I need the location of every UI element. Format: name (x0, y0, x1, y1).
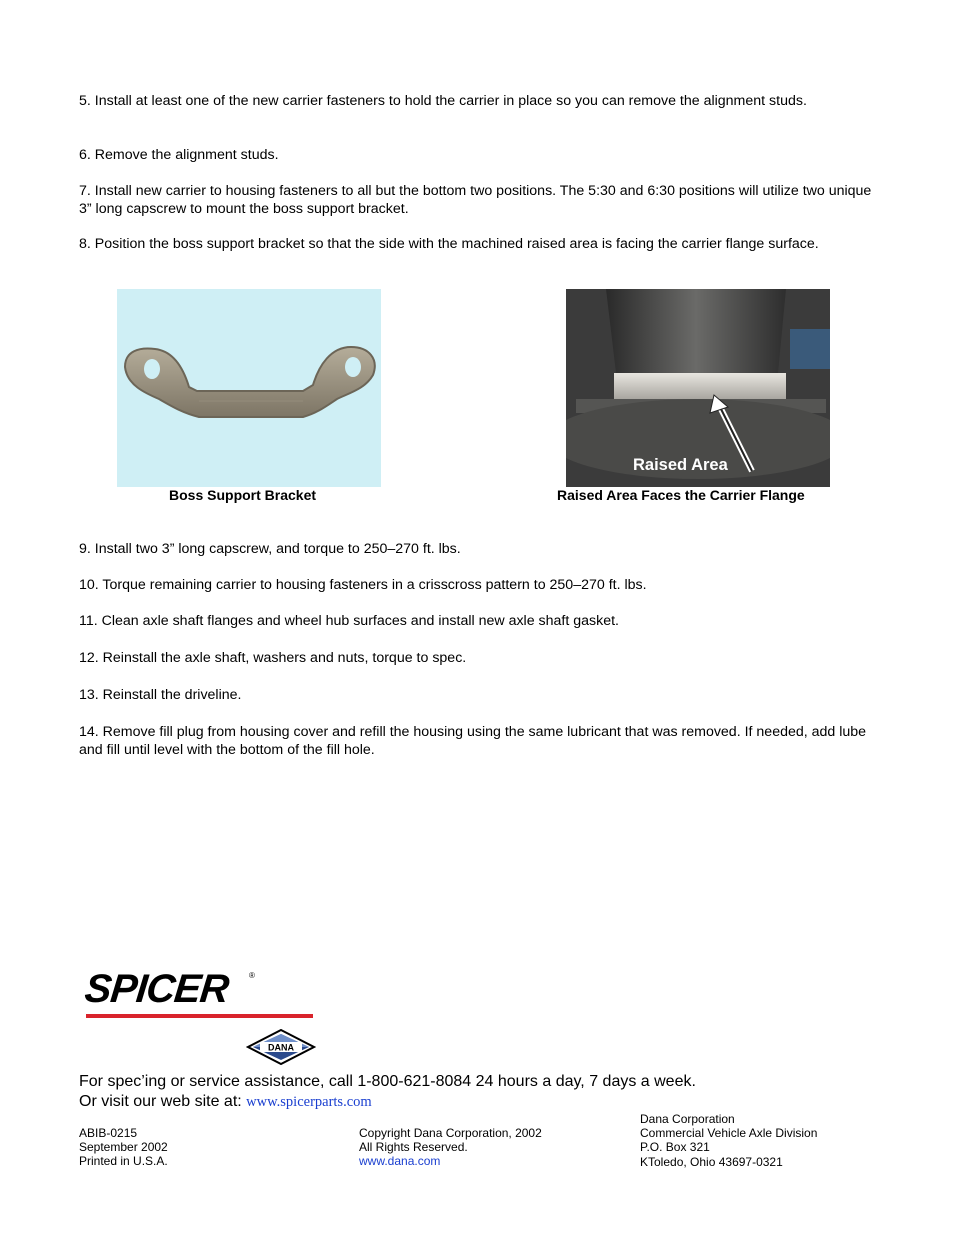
city-address: KToledo, Ohio 43697-0321 (640, 1154, 783, 1169)
website-prefix: Or visit our web site at: (79, 1093, 247, 1110)
step-12: 12. Reinstall the axle shaft, washers and nuts, torque to spec. (79, 650, 467, 666)
po-box: P.O. Box 321 (640, 1140, 710, 1155)
dana-website-link[interactable]: www.dana.com (359, 1154, 441, 1169)
website-line (79, 1093, 372, 1111)
boss-support-bracket-photo (117, 289, 381, 487)
step-13: 13. Reinstall the driveline. (79, 687, 242, 703)
step-8: 8. Position the boss support bracket so that the side with the machined raised area is facing the carrier flange surface. (79, 236, 819, 252)
raised-area-photo (566, 289, 830, 487)
step-11: 11. Clean axle shaft flanges and wheel hub surfaces and install new axle shaft gasket. (79, 613, 619, 629)
footer-right (640, 1112, 817, 1169)
step-9: 9. Install two 3” long capscrew, and torque to 250–270 ft. lbs. (79, 541, 461, 557)
website-link[interactable]: www.spicerparts.com (246, 1094, 372, 1110)
step-7: 7. Install new carrier to housing fasteners to all but the bottom two positions. The 5:30 and 6:30 positions will utilize two unique 3” long capscrew to mount the boss support bracket. (79, 183, 872, 217)
spicer-logo-bar (86, 1014, 313, 1018)
doc-date: September 2002 (79, 1140, 168, 1155)
company-name: Dana Corporation (640, 1112, 735, 1126)
doc-code: ABIB-0215 (79, 1126, 138, 1140)
footer-left (79, 1126, 168, 1169)
figure-caption-bracket: Boss Support Bracket (169, 487, 317, 503)
dana-logo (246, 1029, 316, 1065)
copyright: Copyright Dana Corporation, 2002 (359, 1126, 542, 1140)
contact-line: For spec’ing or service assistance, call 1-800-621-8084 24 hours a day, 7 days a week. (79, 1073, 696, 1090)
raised-area-label: Raised Area (633, 456, 728, 474)
footer-middle (359, 1126, 542, 1169)
figure-caption-raised-area: Raised Area Faces the Carrier Flange (557, 487, 805, 503)
rights-reserved: All Rights Reserved. (359, 1140, 468, 1155)
registered-mark: ® (249, 971, 255, 980)
step-5: 5. Install at least one of the new carrier fasteners to hold the carrier in place so you can remove the alignment studs. (79, 93, 807, 109)
division-name: Commercial Vehicle Axle Division (640, 1126, 818, 1141)
spicer-logo: SPICER (82, 967, 231, 1011)
step-6: 6. Remove the alignment studs. (79, 147, 279, 163)
step-10: 10. Torque remaining carrier to housing fasteners in a crisscross pattern to 250–270 ft. lbs. (79, 577, 647, 593)
step-14: 14. Remove fill plug from housing cover and refill the housing using the same lubricant that was removed. If needed, add lube and fill until level with the bottom of the fill hole. (79, 724, 867, 758)
dana-logo-text: DANA (268, 1042, 294, 1053)
printed-in: Printed in U.S.A. (79, 1154, 168, 1169)
